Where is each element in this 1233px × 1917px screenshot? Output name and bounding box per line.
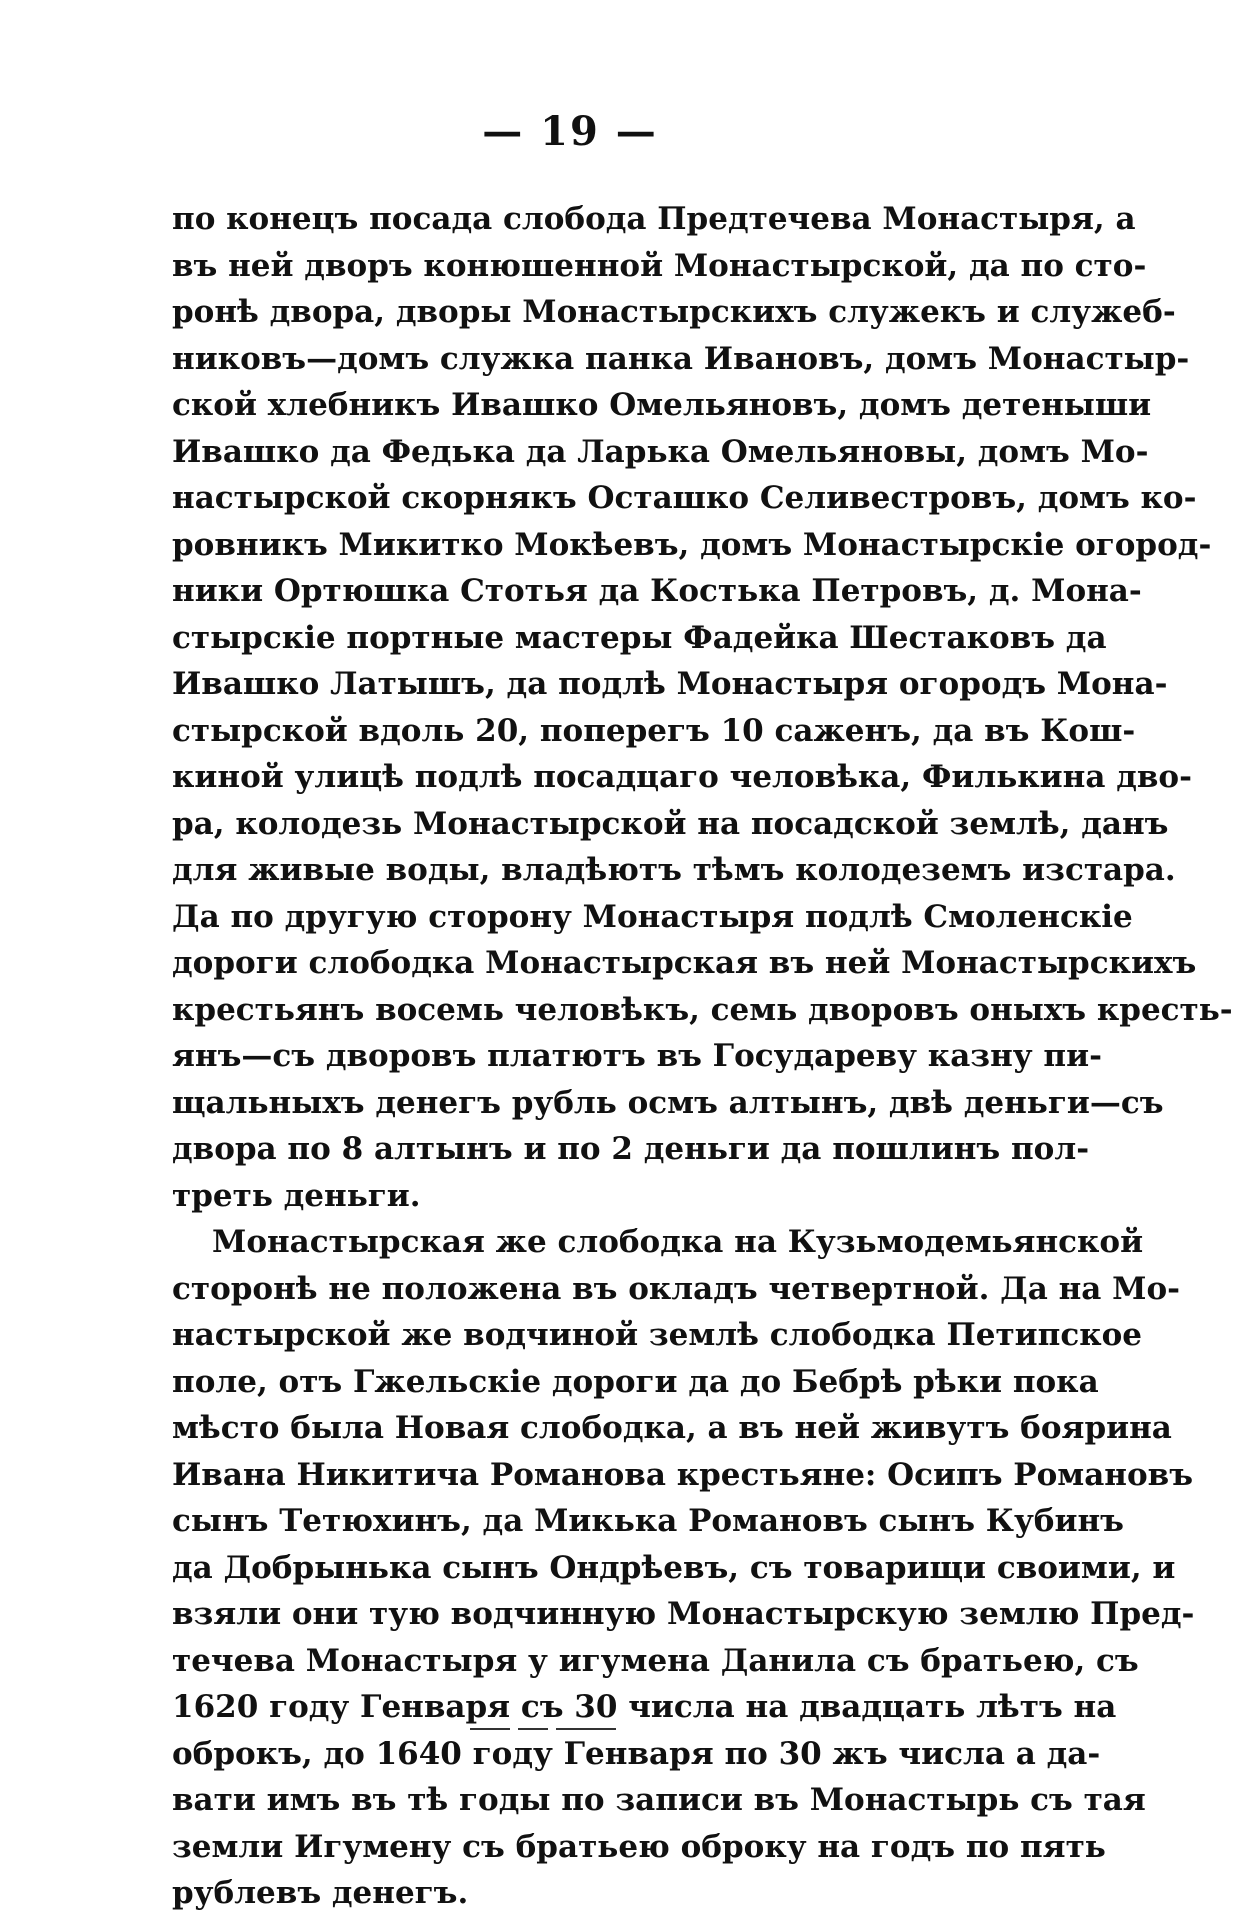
text-line: ровникъ Микитко Мокѣевъ, домъ Монастырскіе огород- xyxy=(172,526,1212,563)
text-line: земли Игумену съ братьею оброку на годъ по пять xyxy=(172,1828,1106,1865)
text-line: поле, отъ Гжельскіе дороги да до Бебрѣ рѣки пока xyxy=(172,1363,1099,1400)
text-line: въ ней дворъ конюшенной Монастырской, да по сто- xyxy=(172,247,1147,284)
text-line: по конецъ посада слобода Предтечева Монастыря, а xyxy=(172,201,1136,237)
text-line: сторонѣ не положена въ окладъ четвертной. Да на Мо- xyxy=(172,1270,1181,1307)
text-line: рублевъ денегъ. xyxy=(172,1875,469,1911)
paragraph xyxy=(172,196,1233,1219)
text-line: для живые воды, владѣютъ тѣмъ колодеземъ изстара. xyxy=(172,852,1176,888)
text-line: ронѣ двора, дворы Монастырскихъ служекъ и служеб- xyxy=(172,294,1176,330)
text-line: настырской скорнякъ Осташко Селивестровъ, домъ ко- xyxy=(172,480,1197,516)
end-rule xyxy=(470,1728,630,1730)
text-line: Ивашко да Федька да Ларька Омельяновы, домъ Мо- xyxy=(172,433,1149,470)
text-line: Да по другую сторону Монастыря подлѣ Смоленскіе xyxy=(172,898,1133,935)
text-line: ники Ортюшка Стотья да Костька Петровъ, д. Мона- xyxy=(172,573,1142,609)
text-line: Монастырская же слободка на Кузьмодемьянской xyxy=(212,1224,1144,1260)
text-line: киной улицѣ подлѣ посадцаго человѣка, Филькина дво- xyxy=(172,759,1192,795)
text-line: двора по 8 алтынъ и по 2 деньги да пошлинъ пол- xyxy=(172,1131,1090,1167)
text-line: взяли они тую водчинную Монастырскую землю Пред- xyxy=(172,1596,1195,1632)
text-line: да Добрынька сынъ Ондрѣевъ, съ товарищи своими, и xyxy=(172,1549,1176,1586)
text-line: дороги слободка Монастырская въ ней Монастырскихъ xyxy=(172,945,1197,981)
body-text xyxy=(172,196,1233,1917)
text-line: ской хлебникъ Ивашко Омельяновъ, домъ детеныши xyxy=(172,387,1152,423)
paragraph xyxy=(172,1219,1195,1917)
text-line: настырской же водчиной землѣ слободка Петипское xyxy=(172,1317,1142,1353)
text-line: никовъ—домъ служка панка Ивановъ, домъ Монастыр- xyxy=(172,340,1190,377)
text-line: сынъ Тетюхинъ, да Микька Романовъ сынъ Кубинъ xyxy=(172,1503,1124,1539)
page-number: — 19 — xyxy=(482,108,658,155)
text-line: течева Монастыря у игумена Данила съ братьею, съ xyxy=(172,1642,1139,1679)
text-line: крестьянъ восемь человѣкъ, семь дворовъ оныхъ кресть- xyxy=(172,991,1233,1028)
text-line: 1620 году Генваря съ 30 числа на двадцать лѣтъ на xyxy=(172,1689,1117,1725)
text-line: мѣсто была Новая слободка, а въ ней живутъ боярина xyxy=(172,1410,1172,1446)
text-line: ра, колодезь Монастырской на посадской землѣ, данъ xyxy=(172,805,1169,842)
text-line: треть деньги. xyxy=(172,1177,421,1214)
text-line: Ивана Никитича Романова крестьяне: Осипъ Романовъ xyxy=(172,1456,1193,1493)
text-line: оброкъ, до 1640 году Генваря по 30 жъ числа а да- xyxy=(172,1735,1101,1772)
text-line: янъ—съ дворовъ платютъ въ Государеву казну пи- xyxy=(172,1038,1102,1074)
text-line: стырской вдоль 20, поперегъ 10 саженъ, да въ Кош- xyxy=(172,712,1136,749)
text-line: вати имъ въ тѣ годы по записи въ Монастырь съ тая xyxy=(172,1782,1146,1818)
text-line: стырскіе портные мастеры Фадейка Шестаковъ да xyxy=(172,619,1107,656)
text-line: щальныхъ денегъ рубль осмъ алтынъ, двѣ деньги—съ xyxy=(172,1084,1164,1121)
text-line: Ивашко Латышъ, да подлѣ Монастыря огородъ Мона- xyxy=(172,666,1168,702)
